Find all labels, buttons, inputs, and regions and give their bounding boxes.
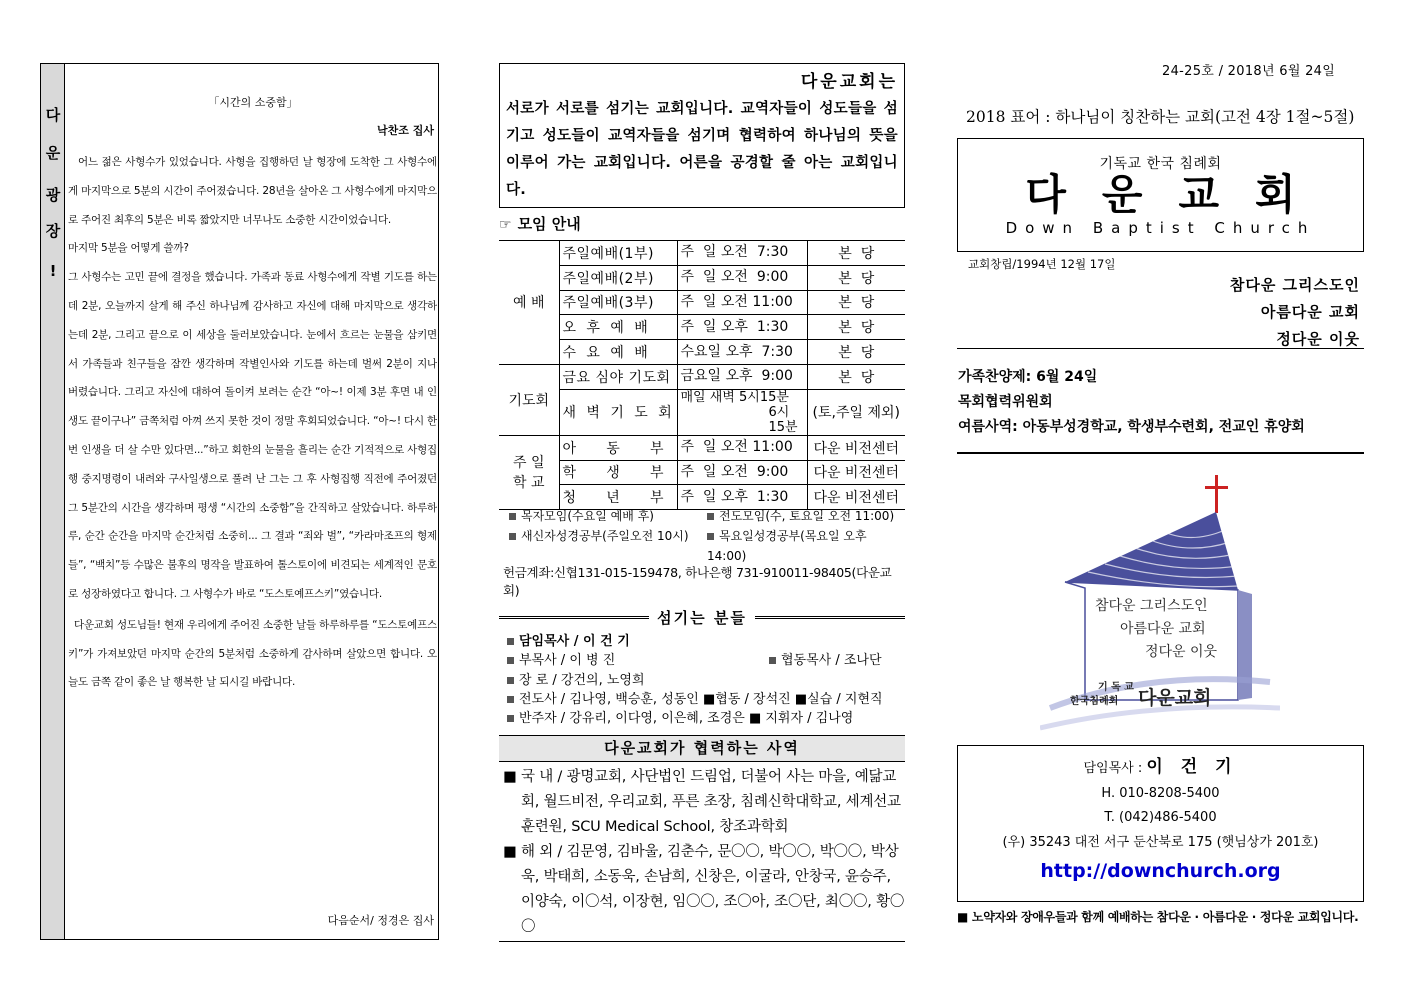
essay-paragraph: 마지막 5분을 어떻게 쓸까?: [68, 242, 189, 255]
sidebar-char: 광: [45, 186, 61, 204]
slogan: 참다운 그리스도인: [1229, 276, 1360, 294]
slogan: 아름다운 교회: [1260, 303, 1360, 321]
footer-note: ■ 노약자와 장애우들과 함께 예배하는 참다운 · 아름다운 · 정다운 교회입니다.: [957, 910, 1359, 924]
schedule-time: 주 일 오전 9:00: [677, 265, 807, 290]
schedule-row: [499, 241, 905, 266]
essay-paragraph: 다운교회 성도님들! 현재 우리에게 주어진 소중한 날들 하루하루를 “도스토예프스키”가 가져보았던 마지막 순간의 5분처럼 소중하게 감사하며 살았으면 합니다. 오늘도 금쪽 같이 좋은 날 행복한 날 되시길 바랍니다.: [68, 618, 437, 689]
misc-meeting-item: 전도모임(수, 토요일 오전 11:00): [707, 506, 905, 526]
misc-meeting-item: 새신자성경공부(주일오전 10시): [509, 526, 707, 566]
misc-meeting-item: 목요일성경공부(목요일 오후 14:00): [707, 529, 867, 563]
building-side: [1238, 590, 1252, 700]
denomination: 기독교 한국 침례회: [1099, 156, 1222, 172]
schedule-row: [499, 290, 905, 315]
schedule-time: 주 일 오후 1:30: [677, 485, 807, 510]
divider: [755, 616, 905, 619]
meeting-heading-text: 모임 안내: [517, 215, 581, 233]
event-item: 가족찬양제: 6월 24일: [958, 369, 1098, 385]
misc-meetings: [509, 506, 905, 566]
swoosh-shape: [1040, 707, 1280, 728]
serve-heading: [499, 606, 905, 628]
schedule-row: [499, 435, 905, 460]
schedule-time: 주 일 오전 11:00: [677, 435, 807, 460]
logo-line: 아름다운 교회: [1120, 621, 1206, 637]
divider: [499, 941, 905, 942]
essay-paragraph: 어느 젊은 사형수가 있었습니다. 사형을 집행하던 날 형장에 도착한 그 사형수에게 마지막으로 5분의 시간이 주어졌습니다. 28년을 살아온 그 사형수에게 마지막으로 주어진 최후의 5분은 비록 짧았지만 너무나도 소중한 시간이었습니다.: [68, 156, 437, 226]
church-logo: [1040, 470, 1280, 740]
schedule-name: 아 동 부: [559, 435, 677, 460]
address: (우) 35243 대전 서구 둔산북로 175 (햇님상가 201호): [1002, 834, 1319, 850]
schedule-row: [499, 389, 905, 435]
logo-line: 정다운 이웃: [1145, 644, 1218, 660]
annual-motto: 2018 표어 : 하나님이 칭찬하는 교회(고전 4장 1절~5절): [966, 108, 1355, 126]
cross-icon: [1205, 475, 1228, 513]
schedule-name: 주일예배(1부): [559, 241, 677, 266]
phone-number: T. (042)486-5400: [1104, 810, 1217, 825]
divider: [499, 616, 649, 619]
schedule-time: 주 일 오전 7:30: [677, 241, 807, 266]
roof-shape: [1065, 512, 1238, 590]
schedule-row: [499, 315, 905, 340]
schedule-group-label: 기도회: [499, 364, 559, 435]
schedule-table: [499, 240, 905, 510]
schedule-group-label: 주 일 학 교: [499, 435, 559, 509]
schedule-place: 본 당: [807, 265, 905, 290]
schedule-place: (토,주일 제외): [807, 389, 905, 435]
divider: [957, 348, 1364, 349]
schedule-time: 금요일 오후 9:00: [677, 364, 807, 389]
staff-item: 담임목사 / 이 건 기: [507, 632, 905, 651]
pointing-hand-icon: ☞: [499, 217, 512, 233]
schedule-row: [499, 265, 905, 290]
sidebar-char: 운: [45, 144, 61, 162]
serve-heading-text: 섬기는 분들: [657, 608, 747, 627]
church-name-english: Down Baptist Church: [1005, 219, 1316, 237]
staff-item: 장 로 / 강건의, 노영희: [507, 671, 905, 690]
essay-next-author: 다음순서/ 정경은 집사: [327, 914, 434, 927]
staff-item: 부목사 / 이 병 진: [507, 651, 769, 670]
sidebar-char: !: [49, 262, 57, 280]
pastor-label: 담임목사 :: [1083, 761, 1143, 776]
bank-account: 헌금계좌:신협131-015-159478, 하나은행 731-910011-98405(다운교회): [503, 565, 892, 598]
essay-panel: [40, 63, 439, 940]
schedule-name: 청 년 부: [559, 485, 677, 510]
logo-church-name: 다운교회: [1138, 687, 1212, 709]
staff-item: 전도사 / 김나영, 백승훈, 성동인 ■협동 / 장석진 ■실습 / 지현직: [507, 690, 905, 709]
schedule-time: 주 일 오전 11:00: [677, 290, 807, 315]
schedule-place: 다운 비전센터: [807, 435, 905, 460]
partner-item: ■ 국 내 / 광명교회, 사단법인 드림업, 더불어 사는 마을, 예닮교회, 월드비전, 우리교회, 푸른 초장, 침례신학대학교, 세계선교 훈련원, SCU Medical School, 창조과학회: [503, 769, 901, 835]
schedule-row: [499, 364, 905, 389]
essay-author: 낙찬조 집사: [377, 124, 434, 137]
contact-box: [957, 745, 1364, 902]
schedule-place: 다운 비전센터: [807, 485, 905, 510]
schedule-time: 매일 새벽 5시15분 6시15분: [677, 389, 807, 435]
staff-item: 협동목사 / 조나단: [769, 651, 905, 670]
church-name-box: [957, 138, 1364, 252]
logo-denomination: 기 독 교: [1098, 682, 1134, 693]
misc-meeting-item: 목자모임(수요일 예배 후): [509, 506, 707, 526]
schedule-name: 주일예배(2부): [559, 265, 677, 290]
schedule-name: 학 생 부: [559, 460, 677, 485]
mission-text: 서로가 서로를 섬기는 교회입니다. 교역자들이 성도들을 섬기고 성도들이 교역자들을 섬기며 협력하여 하나님의 뜻을 이루어 가는 교회입니다. 어른을 공경할 줄 아는 교회입니다.: [506, 101, 898, 198]
sidebar-char: 장: [45, 222, 61, 240]
schedule-place: 다운 비전센터: [807, 460, 905, 485]
schedule-row: [499, 460, 905, 485]
logo-line: 참다운 그리스도인: [1095, 598, 1208, 614]
church-name-korean: 다운교회: [1025, 170, 1332, 219]
sidebar-char: 다: [45, 106, 61, 124]
logo-denomination-2: 한국침례회: [1070, 696, 1119, 707]
partner-list: [503, 765, 905, 940]
mission-box: [499, 63, 905, 208]
essay-body: [68, 148, 437, 697]
slogans: [1230, 272, 1360, 353]
schedule-name: 주일예배(3부): [559, 290, 677, 315]
schedule-group-label: 예 배: [499, 241, 559, 365]
mobile-number: H. 010-8208-5400: [1101, 785, 1220, 801]
schedule-time: 수요일 오후 7:30: [677, 340, 807, 365]
schedule-time: 주 일 오후 1:30: [677, 315, 807, 340]
divider: [957, 452, 1364, 454]
essay-sidebar: [41, 64, 65, 939]
schedule-name: 새 벽 기 도 회: [559, 389, 677, 435]
schedule-name: 금요 심야 기도회: [559, 364, 677, 389]
staff-list: [507, 632, 905, 728]
founded-date: 교회창립/1994년 12월 17일: [968, 257, 1116, 271]
essay-title: 「시간의 소중함」: [208, 96, 298, 109]
event-item: 여름사역: 아동부성경학교, 학생부수련회, 전교인 휴양회: [958, 419, 1305, 435]
schedule-time: 주 일 오전 9:00: [677, 460, 807, 485]
slogan: 정다운 이웃: [1276, 330, 1360, 348]
staff-item: 반주자 / 강유리, 이다영, 이은혜, 조경은 ■ 지휘자 / 김나영: [507, 709, 905, 728]
schedule-place: 본 당: [807, 241, 905, 266]
schedule-name: 수 요 예 배: [559, 340, 677, 365]
meeting-heading: [499, 213, 905, 237]
schedule-row: [499, 340, 905, 365]
schedule-place: 본 당: [807, 290, 905, 315]
partner-heading: 다운교회가 협력하는 사역: [499, 735, 905, 762]
schedule-name: 오 후 예 배: [559, 315, 677, 340]
issue-date: 24-25호 / 2018년 6월 24일: [1162, 64, 1336, 79]
partner-item: ■ 해 외 / 김문영, 김바울, 김춘수, 문〇〇, 박〇〇, 박〇〇, 박상욱, 박태희, 소동욱, 손남희, 신창은, 이굴라, 안창국, 윤승주, 이양숙, 이〇석, 이장현, 임〇〇, 조〇아, 조〇단, 최〇〇, 황〇〇: [503, 844, 905, 935]
schedule-place: 본 당: [807, 315, 905, 340]
mission-title: 다운교회는: [800, 72, 898, 92]
schedule-place: 본 당: [807, 364, 905, 389]
event-item: 목회협력위원회: [958, 394, 1053, 410]
website-link[interactable]: http://downchurch.org: [1040, 860, 1281, 882]
events-list: [958, 365, 1305, 440]
pastor-name: 이 건 기: [1146, 757, 1238, 777]
schedule-place: 본 당: [807, 340, 905, 365]
pastor-line: [958, 755, 1363, 782]
essay-paragraph: 그 사형수는 고민 끝에 결정을 했습니다. 가족과 동료 사형수에게 작별 기도를 하는데 2분, 오늘까지 살게 해 주신 하나님께 감사하고 자신에 대해 마지막으로 생각하는데 2분, 그리고 끝으로 이 세상을 둘러보았습니다. 눈에서 흐르는 눈물을 삼키면서 가족들과 친구들을 잠깐 생각하며 작별인사와 기도를 하는데 벌써 2분이 지나 버렸습니다. 그리고 자신에 대하여 돌이켜 보려는 순간 “아~! 이제 3분 후면 내 인생도 끝이구나” 금쪽처럼 아껴 쓰지 못한 것이 정말 후회되었습니다. “아~! 다시 한번 인생을 더 살 수만 있다면...”하고 회한의 눈물을 흘리는 순간 기적적으로 사형집행 중지명령이 내려와 구사일생으로 풀려 난 그는 그 후 사형집행 직전에 주어졌던 그 5분간의 시간을 생각하며 평생 “시간의 소중함”을 간직하고 살았습니다. 하루하루, 순간 순간을 마지막 순간처럼 소중히... 그 결과 “죄와 벌”, “카라마조프의 형제들”, “백치”등 수많은 불후의 명작을 발표하여 톨스토이에 비견되는 세계적인 문호로 성장하였다고 합니다. 그 사형수가 바로 “도스토예프스키”였습니다.: [68, 271, 437, 600]
